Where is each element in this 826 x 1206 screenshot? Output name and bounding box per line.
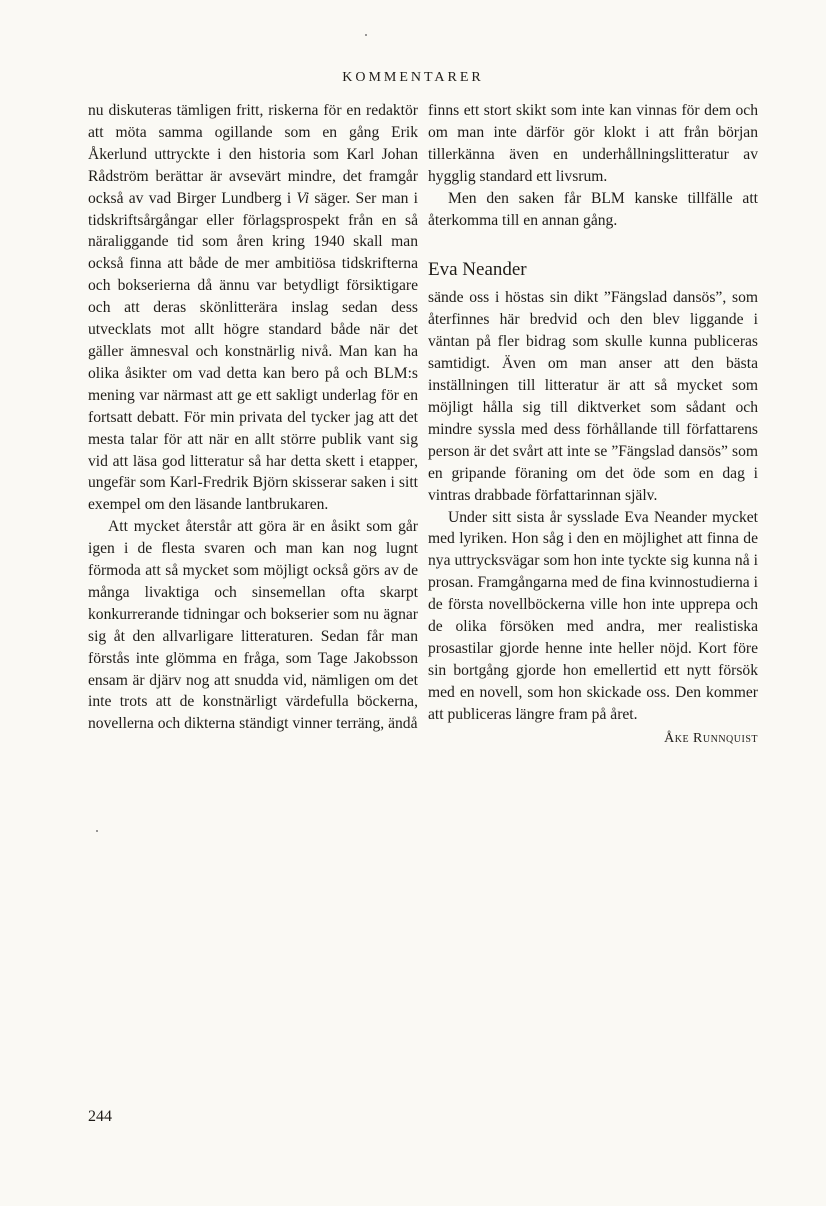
paragraph-text: nu diskuteras tämligen fritt, riskerna för en redaktör att möta samma ogillande som en gång Erik Åkerlund uttryckte i den historia som Karl Johan Rådström berättar är avsevärt mindre, det framgår också av vad Birger Lundberg i [88, 102, 418, 207]
paper-speck [96, 830, 98, 832]
page-number: 244 [88, 1108, 112, 1125]
paragraph: sände oss i höstas sin dikt ”Fängslad dansös”, som återfinnes här bredvid och den blev liggande i väntan på fler bidrag som skulle kunna publiceras samtidigt. Även om man anser att den bästa inställningen till litteratur är att så mycket som möjligt hålla sig till diktverket som sådant och mindre syssla med dess förhållande till författarens person är det svårt att inte se ”Fängslad dansös” som en gripande föraning om det öde som en dag i vintras drabbade författarinnan själv. [428, 289, 758, 504]
right-column [428, 100, 758, 749]
paragraph-text: säger. Ser man i tidskriftsårgångar eller förlagsprospekt från en så näraliggande tid som åren kring 1940 skall man också finna att både de mer ambitiösa tidskrifterna och bokserierna då ännu var betydligt försiktigare och att deras skönlitterära inslag sedan dess utvecklats mot allt högre standard både när det gäller ämnesval och konstnärlig nivå. Man kan ha olika åsikter om vad detta kan bero på och BLM:s mening var närmast att ge ett sakligt underlag för en fortsatt debatt. För min privata del tycker jag att det mesta talar för att när en allt större publik vant sig vid att läsa god litteratur så har detta skett i etapper, ungefär som Karl-Fredrik Björn skisserar saken i sitt exempel om den läsande lantbrukaren. [88, 189, 418, 514]
paragraph: Men den saken får BLM kanske tillfälle att återkomma till en annan gång. [428, 189, 758, 229]
paper-speck [365, 34, 367, 36]
magazine-title-vi: Vi [296, 189, 310, 207]
paragraph: Under sitt sista år sysslade Eva Neander mycket med lyriken. Hon såg i den en möjlighet att finna de nya uttrycksvägar som hon inte tyckte sig kunna nå i prosan. Framgångarna med de fina kvinnostudierna i de första novellböckerna ville hon inte upprepa och de olika försöken med andra, mer realistiska prosastilar gjorde henne inte heller nöjd. Kort före sin bortgång gjorde hon emellertid ett nytt försök med en novell, som hon skickade oss. Den kommer att publiceras längre fram på året. [428, 508, 758, 723]
paragraph: finns ett stort skikt som inte kan vinnas för dem och om man inte därför gör klokt i att från början tillerkänna även en underhållningslitteratur av hygglig standard ett livsrum. [428, 102, 758, 185]
running-head: KOMMENTARER [342, 70, 484, 85]
author-name: Åke Runnquist [664, 730, 758, 746]
paragraph: Att mycket återstår att göra är en åsikt som går igen i de flesta svaren och man kan nog lugnt förmoda att så mycket som möjligt också görs av de många livaktiga och sinsemellan ofta skarpt konkurrerande tidningar och bokserier som nu ägnar sig åt den allvarligare litteraturen. Sedan får man förstås inte glömma en fråga, som Tage Jakobsson ensam är djärv nog att snudda vid, nämligen om det inte trots att de konstnärligt värdefulla böckerna, novellerna och dikterna ständigt vinner terräng, ändå [88, 518, 418, 733]
section-heading: Eva Neander [428, 259, 527, 281]
left-column [88, 100, 418, 735]
paragraph [88, 100, 418, 516]
author-signature [428, 728, 758, 750]
